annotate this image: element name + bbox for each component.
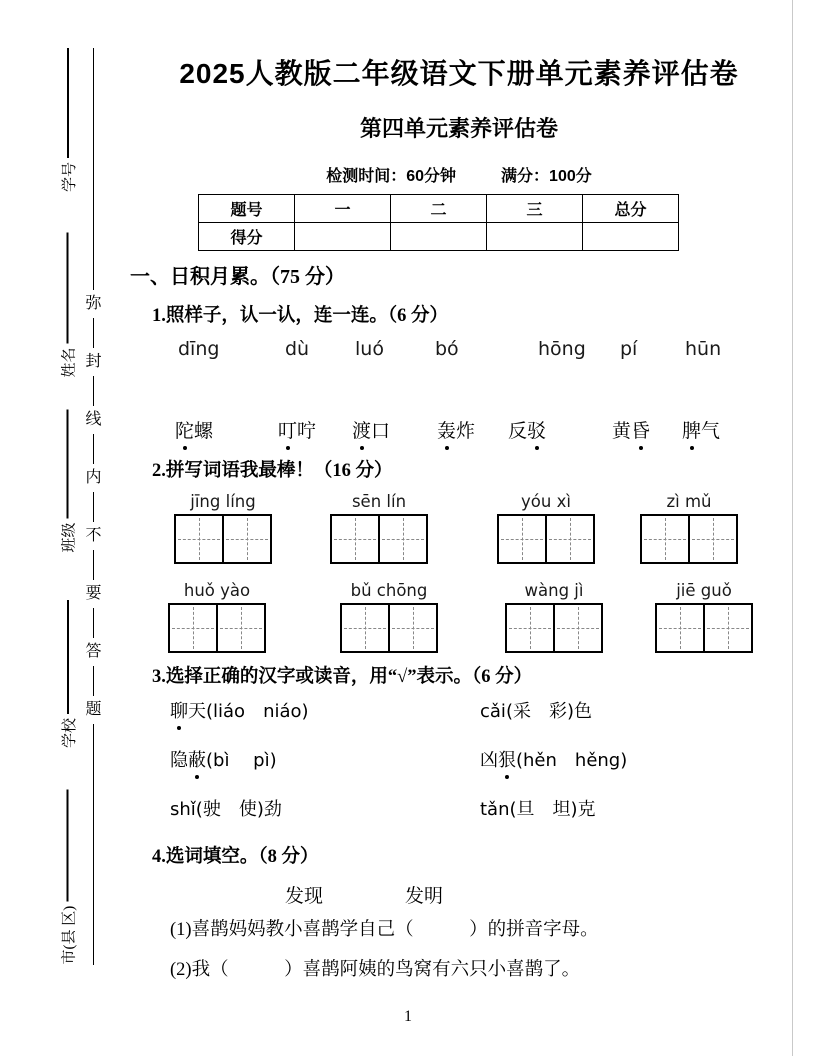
- writing-grid-cell: [222, 516, 270, 562]
- q1-word: [278, 416, 316, 443]
- score-table: [198, 194, 679, 251]
- writing-grid: [174, 514, 272, 564]
- writing-grid: [655, 603, 753, 653]
- student-name-field: [57, 233, 79, 378]
- seal-line-segment: [93, 48, 95, 290]
- q2-grid-row-1: [130, 492, 790, 577]
- score-table-score-row: [199, 223, 679, 251]
- q1-word-char: 昏: [631, 416, 650, 443]
- score-table-cell: 二: [391, 195, 487, 223]
- q1-word-char: 驳: [527, 416, 546, 443]
- q1-word: [437, 416, 475, 443]
- writing-grid-cell: [657, 605, 703, 651]
- q3-lead-char: 狠: [498, 746, 516, 772]
- full-score: 满分：100分: [501, 168, 592, 185]
- writing-grid: [640, 514, 738, 564]
- score-table-cell: 三: [487, 195, 583, 223]
- writing-grid-cell: [545, 516, 593, 562]
- writing-grid-cell: [176, 516, 222, 562]
- pinyin-label: zì mǔ: [666, 492, 712, 511]
- seal-line-segment: [93, 550, 95, 580]
- pinyin-grid-group: [168, 581, 266, 653]
- writing-grid-cell: [507, 605, 553, 651]
- q4-word-options: [130, 881, 790, 907]
- q1-word-char: 渡: [352, 416, 371, 443]
- q1-pinyin-item: pí: [620, 338, 638, 360]
- q4-sentence-1: (1)喜鹊妈妈教小喜鹊学自己（ ）的拼音字母。: [170, 920, 599, 940]
- seal-line-char: 线: [85, 410, 102, 428]
- pinyin-label: huǒ yào: [183, 581, 251, 600]
- unit-subtitle: 第四单元素养评估卷: [359, 116, 558, 141]
- question2-heading: 2.拼写词语我最棒！（16 分）: [152, 461, 393, 481]
- writing-grid: [505, 603, 603, 653]
- seal-line-segment: [93, 318, 95, 348]
- writing-grid-cell: [388, 605, 436, 651]
- pinyin-grid-group: [497, 492, 595, 564]
- q3-tail-char: 克: [577, 799, 596, 820]
- q4-sentence-2: (2)我（ ）喜鹊阿姨的鸟窝有六只小喜鹊了。: [170, 960, 581, 980]
- q1-pinyin-item: dīng: [178, 338, 220, 360]
- q4-option: 发现: [285, 886, 324, 907]
- q1-word: [508, 416, 546, 443]
- section1-heading: 一、日积月累。（75 分）: [130, 266, 345, 288]
- city-county-label: 市(县 区): [61, 905, 77, 965]
- seal-line-segment: [93, 666, 95, 696]
- city-county-field: [57, 790, 79, 965]
- q3-lead-char: tǎn: [480, 799, 510, 820]
- writing-grid-cell: [703, 605, 751, 651]
- score-table-cell: 一: [295, 195, 391, 223]
- writing-grid-cell: [642, 516, 688, 562]
- q1-word-char: 陀: [175, 416, 194, 443]
- q1-word-char: 气: [701, 421, 721, 442]
- writing-grid-cell: [553, 605, 601, 651]
- q4-option: 发明: [405, 886, 444, 907]
- writing-grid: [168, 603, 266, 653]
- pinyin-label: bǔ chōng: [350, 581, 428, 600]
- pinyin-label: wàng jì: [524, 581, 584, 600]
- score-table-header-row: [199, 195, 679, 223]
- student-id-field: [57, 48, 79, 192]
- writing-grid: [340, 603, 438, 653]
- seal-line-char: 弥: [85, 294, 102, 312]
- seal-line-char: 封: [85, 352, 102, 370]
- school-label: 学校: [61, 717, 78, 748]
- seal-line-segment: [93, 434, 95, 464]
- page-number: 1: [404, 1008, 412, 1025]
- q3-lead-char: 隐: [170, 750, 188, 771]
- q1-word: [352, 416, 390, 443]
- q3-item: [480, 697, 627, 723]
- q1-word: [175, 416, 213, 443]
- q3-lead-char: 天: [188, 701, 206, 722]
- q1-word-char: 咛: [297, 421, 317, 442]
- pinyin-label: sēn lín: [351, 492, 407, 511]
- seal-line: [86, 48, 101, 965]
- writing-grid-cell: [378, 516, 426, 562]
- seal-line-char: 要: [85, 584, 102, 602]
- exam-info-line: [130, 163, 788, 186]
- score-table-cell: 题号: [199, 195, 295, 223]
- class-label: 班级: [61, 522, 77, 553]
- writing-grid-cell: [332, 516, 378, 562]
- writing-grid-cell: [342, 605, 388, 651]
- q1-words-row: [130, 416, 790, 456]
- pinyin-grid-group: [505, 581, 603, 653]
- q1-word: [682, 416, 720, 443]
- score-table-cell: [487, 223, 583, 251]
- q1-word-char: 口: [371, 421, 391, 442]
- writing-grid-cell: [216, 605, 264, 651]
- q1-pinyin-item: hūn: [685, 338, 722, 360]
- q3-option-group: (采 彩): [505, 701, 574, 722]
- q1-word-char: 脾: [682, 416, 701, 443]
- q3-item: [480, 746, 627, 772]
- q1-pinyin-item: hōng: [538, 338, 586, 360]
- pinyin-label: jiē guǒ: [676, 581, 732, 600]
- pinyin-grid-group: [655, 581, 753, 653]
- class-field: [57, 410, 79, 553]
- score-table-cell: [295, 223, 391, 251]
- q3-item: [170, 697, 480, 723]
- q1-pinyin-row: [130, 338, 790, 368]
- paper-title: 2025人教版二年级语文下册单元素养评估卷: [179, 58, 739, 89]
- pinyin-grid-group: [174, 492, 272, 564]
- q1-word-char: 反: [508, 421, 528, 442]
- city-county-blank-line: [67, 790, 69, 902]
- writing-grid-cell: [499, 516, 545, 562]
- q3-lead-char: shǐ: [170, 799, 196, 820]
- q3-items: [170, 697, 627, 821]
- student-name-blank-line: [67, 233, 69, 344]
- q3-option-group: (驶 使): [195, 799, 264, 820]
- q1-pinyin-item: luó: [355, 338, 384, 360]
- seal-line-char: 内: [85, 468, 102, 486]
- q1-word-char: 叮: [278, 416, 297, 443]
- pinyin-grid-group: [330, 492, 428, 564]
- school-blank-line: [67, 600, 69, 714]
- q3-tail-char: 劲: [263, 799, 282, 820]
- page-right-border: [792, 0, 793, 1056]
- seal-line-char: 不: [85, 526, 102, 544]
- q1-word-char: 轰: [437, 416, 456, 443]
- writing-grid: [330, 514, 428, 564]
- student-id-label: 学号: [61, 161, 78, 192]
- pinyin-label: jīng líng: [190, 492, 256, 511]
- score-table-cell: 得分: [199, 223, 295, 251]
- seal-line-char: 答: [85, 642, 102, 660]
- q3-item: [170, 795, 480, 821]
- q3-option-group: (hěn hěng): [516, 750, 628, 771]
- class-blank-line: [67, 410, 69, 519]
- question4-heading: 4.选词填空。（8 分）: [152, 847, 319, 867]
- q1-pinyin-item: dù: [285, 338, 310, 360]
- q1-pinyin-item: bó: [435, 338, 459, 360]
- q2-grid-row-2: [130, 581, 790, 666]
- q1-word: [612, 416, 650, 443]
- q3-lead-char: 凶: [480, 750, 498, 771]
- seal-line-char: 题: [85, 700, 102, 718]
- writing-grid: [497, 514, 595, 564]
- q1-word-char: 螺: [194, 421, 214, 442]
- q1-word-char: 黄: [612, 421, 632, 442]
- student-name-label: 姓名: [61, 347, 77, 378]
- seal-line-segment: [93, 492, 95, 522]
- pinyin-grid-group: [640, 492, 738, 564]
- question3-heading: 3.选择正确的汉字或读音，用“√”表示。（6 分）: [152, 667, 533, 687]
- score-table-cell: 总分: [583, 195, 679, 223]
- pinyin-grid-group: [340, 581, 438, 653]
- pinyin-label: yóu xì: [521, 492, 571, 511]
- question1-heading: 1.照样子，认一认，连一连。（6 分）: [152, 306, 449, 326]
- q3-lead-char: 聊: [170, 697, 188, 723]
- school-field: [57, 600, 79, 748]
- q3-lead-char: cǎi: [480, 701, 506, 722]
- seal-line-segment: [93, 608, 95, 638]
- score-table-cell: [583, 223, 679, 251]
- q1-word-char: 炸: [456, 421, 476, 442]
- score-table-cell: [391, 223, 487, 251]
- q3-option-group: (旦 坦): [509, 799, 578, 820]
- q3-item: [480, 795, 627, 821]
- q3-tail-char: 色: [573, 701, 592, 722]
- writing-grid-cell: [170, 605, 216, 651]
- writing-grid-cell: [688, 516, 736, 562]
- q3-item: [170, 746, 480, 772]
- student-id-blank-line: [67, 48, 69, 158]
- q3-option-group: (bì pì): [206, 750, 277, 771]
- q3-option-group: (liáo niáo): [206, 701, 309, 722]
- exam-time: 检测时间：60分钟: [326, 168, 457, 185]
- q3-lead-char: 蔽: [188, 746, 206, 772]
- seal-line-segment: [93, 724, 95, 966]
- seal-line-segment: [93, 376, 95, 406]
